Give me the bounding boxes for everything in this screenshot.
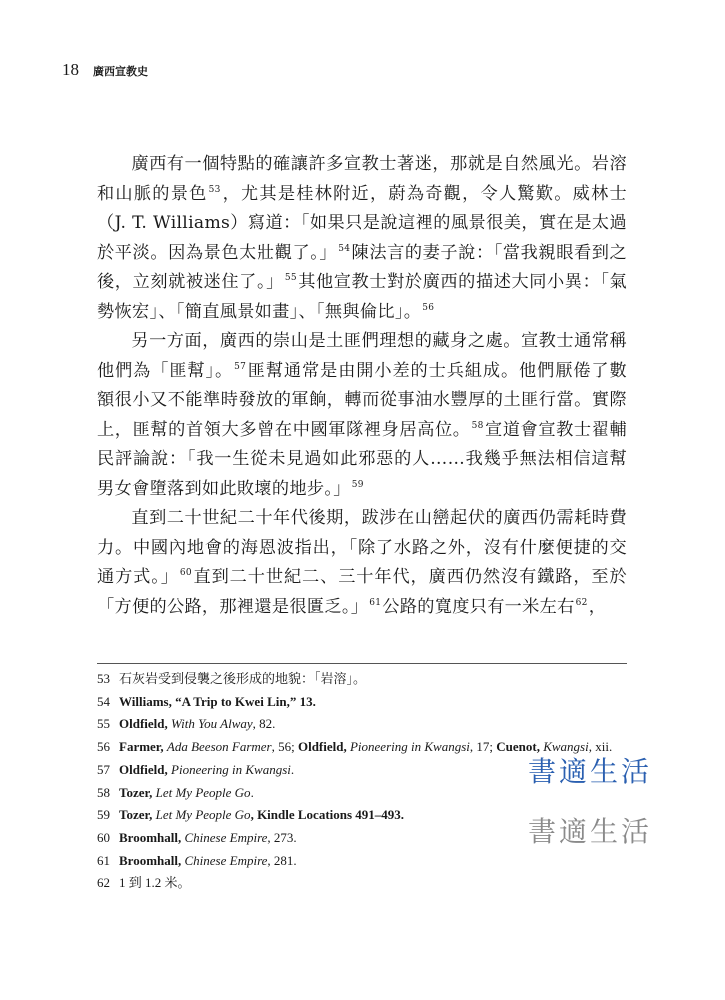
footnote-text-run: Tozer,	[119, 807, 156, 823]
footnote-number: 57	[97, 761, 110, 777]
footnote-text-run: 石灰岩受到侵襲之後形成的地貌：「岩溶」。	[119, 671, 367, 686]
footnote-divider	[97, 663, 627, 664]
footnote-text	[119, 668, 627, 691]
footnote-number: 61	[97, 852, 110, 868]
footnote	[97, 691, 627, 714]
footnote	[97, 850, 627, 873]
footnote	[97, 713, 627, 736]
footnote-text-run: .	[250, 784, 254, 800]
footnote-text-run: Ada Beeson Farmer	[166, 739, 272, 755]
body-text	[97, 150, 627, 622]
footnote-number: 62	[97, 875, 110, 891]
footnote-ref: 60	[179, 568, 192, 578]
text-run: 其他宣教士對於廣西的描述大同小異：「氣勢恢宏」、「簡直風景如畫」、「無與倫比」。	[97, 272, 628, 322]
footnote-ref: 57	[234, 361, 247, 372]
paragraph	[97, 327, 627, 504]
footnote-text-run: Pioneering in Kwangsi	[171, 761, 291, 777]
paragraph	[97, 504, 627, 622]
running-title: 廣西宣教史	[93, 65, 148, 78]
footnote-text-run: Chinese Empire	[184, 852, 268, 868]
footnote-text-run: Oldfield,	[119, 761, 172, 777]
text-run: 廣西有一個特點的確讓許多宣教士著迷，那就是自然風光。岩溶和山脈的景色	[97, 154, 627, 204]
footnote-text-run: , 281.	[267, 852, 297, 868]
watermark-gray: 書適生活	[528, 815, 653, 848]
footnote-text-run: Let My People Go	[155, 807, 251, 823]
footnote-number: 58	[97, 784, 110, 800]
footnote-text-run: , Kindle Locations 491–493.	[250, 807, 405, 823]
text-run: 另一方面，廣西的崇山是土匪們理想的藏身之處。宣教士通常稱他們為「匪幫」。	[97, 331, 627, 381]
footnote-ref: 58	[471, 420, 484, 431]
footnote-number: 54	[97, 693, 110, 709]
footnote-text	[119, 850, 627, 873]
text-run: 宣道會宣教士翟輔民評論說：「我一生從未見過如此邪惡的人……我幾乎無法相信這幫男女會墮落到如此敗壞的地步。」	[97, 419, 627, 499]
footnote-ref: 55	[284, 273, 297, 283]
running-header	[62, 60, 148, 80]
text-run: ，尤其是桂林附近，蔚為奇觀，令人驚歎。威林士（J. T. Williams）寫道：「如果只是說這裡的風景很美，實在是太過於平淡。因為景色太壯觀了。」	[97, 183, 627, 263]
footnote-text-run: , 273.	[267, 829, 297, 845]
footnote-text-run: , 17;	[469, 739, 497, 755]
footnote-text-run: Kwangsi	[543, 739, 589, 755]
footnote-text-run: Broomhall,	[119, 829, 185, 845]
footnote-text-run: , 82.	[252, 716, 276, 732]
footnote-ref: 61	[369, 597, 382, 608]
footnote-ref: 59	[351, 479, 364, 490]
footnote-number: 56	[97, 739, 110, 755]
footnote-text	[119, 713, 627, 736]
footnote	[97, 668, 627, 691]
footnote-text-run: , 56;	[271, 739, 298, 755]
watermark-blue: 書適生活	[528, 755, 653, 788]
footnote-ref: 56	[422, 302, 435, 313]
footnote-text-run: Farmer,	[119, 739, 167, 755]
footnote-ref: 62	[575, 597, 588, 608]
footnote-text-run: Tozer,	[119, 784, 156, 800]
text-run: ，	[588, 596, 607, 617]
text-run: 直到二十世紀二十年代後期，跋涉在山巒起伏的廣西仍需耗時費力。中國內地會的海恩波指出，「除了水路之外，沒有什麼便捷的交通方式。」	[97, 508, 627, 587]
text-run: 陳法言的妻子說：「當我親眼看到之後，立刻就被迷住了。」	[97, 242, 628, 292]
text-run: 直到二十世紀二、三十年代，廣西仍然沒有鐵路，至於「方便的公路，那裡還是很匱乏。」	[97, 567, 628, 617]
footnote-ref: 54	[338, 243, 351, 254]
page-number: 18	[62, 60, 79, 79]
footnote-text-run: Chinese Empire	[184, 829, 268, 845]
footnote-text-run: Cuenot,	[496, 739, 544, 755]
footnote-text	[119, 872, 627, 895]
footnote	[97, 872, 627, 895]
footnote-text-run: Williams, “A Trip to Kwei Lin,” 13.	[119, 693, 316, 709]
text-run: 匪幫通常是由開小差的士兵組成。他們厭倦了數額很小又不能準時發放的軍餉，轉而從事油水豐厚的土匪行當。實際上，匪幫的首領大多曾在中國軍隊裡身居高位。	[97, 360, 627, 440]
footnote-number: 55	[97, 716, 110, 732]
footnote-text-run: 1 到 1.2 米。	[119, 875, 191, 891]
footnote-text-run: Oldfield,	[119, 716, 172, 732]
footnote-text-run: Broomhall,	[119, 852, 185, 868]
footnote-number: 60	[97, 829, 110, 845]
footnote-text	[119, 691, 627, 714]
footnote-text-run: Let My People Go	[155, 784, 251, 800]
footnote-number: 59	[97, 807, 110, 823]
footnote-text-run: Oldfield,	[297, 739, 350, 755]
footnote-number: 53	[97, 671, 110, 686]
footnote-ref: 53	[208, 184, 221, 195]
text-run: 公路的寬度只有一米左右	[382, 596, 575, 617]
footnote-text-run: With You Alway	[171, 716, 253, 732]
footnote-text-run: .	[290, 761, 295, 777]
footnote-text-run: Pioneering in Kwangsi	[349, 739, 470, 755]
footnote-text-run: , xii.	[588, 739, 613, 755]
paragraph	[97, 150, 627, 327]
